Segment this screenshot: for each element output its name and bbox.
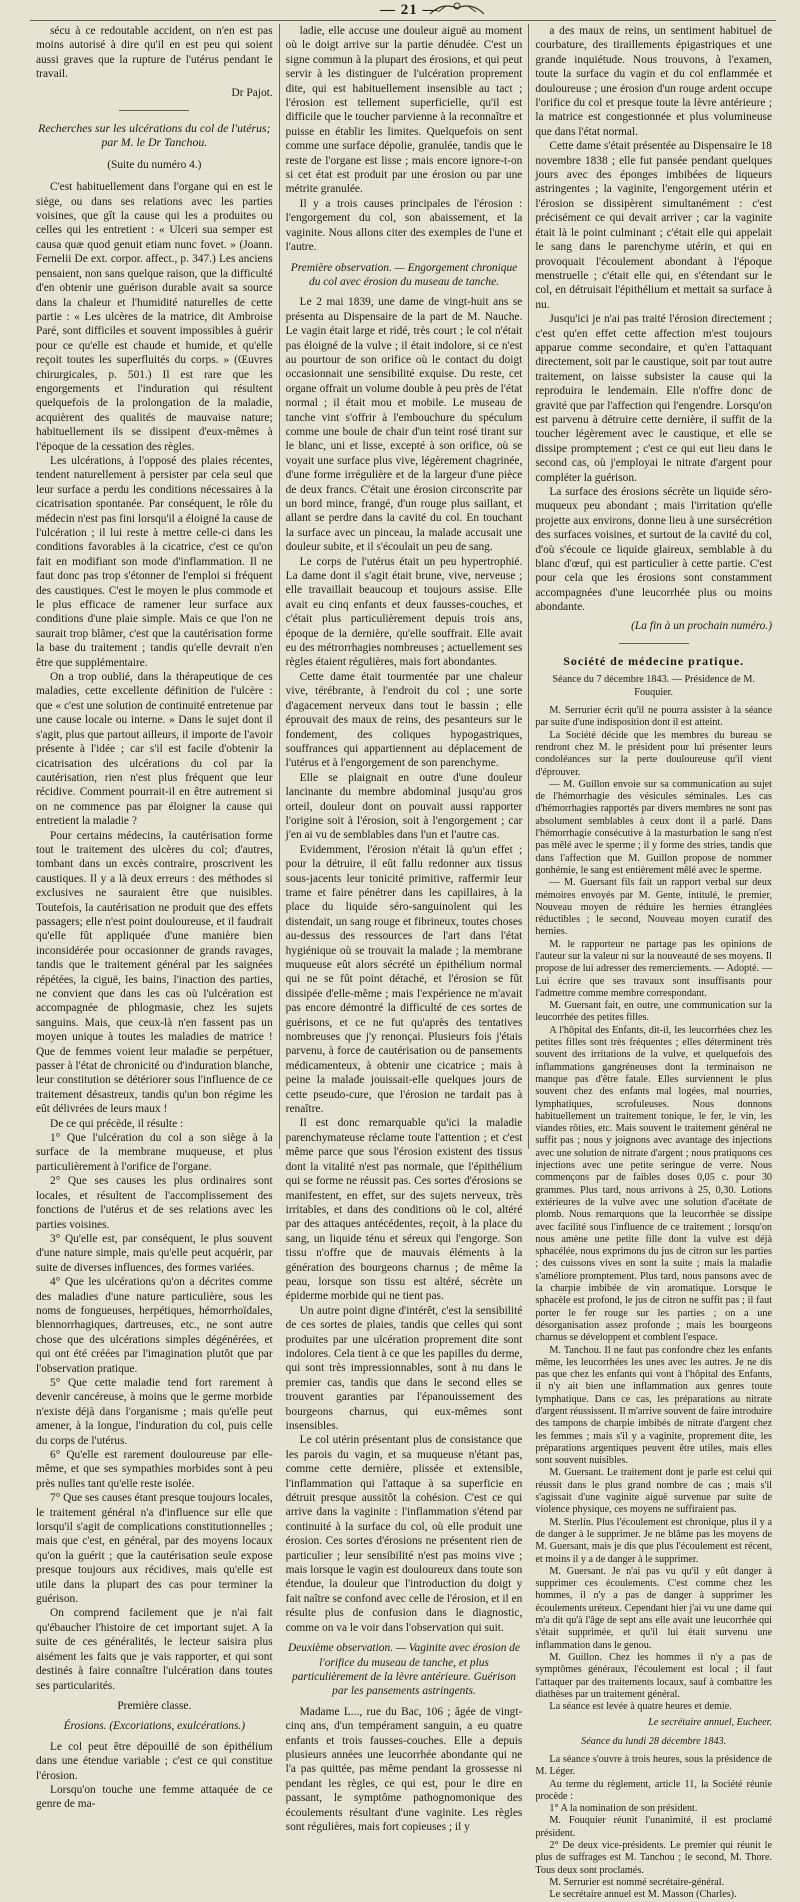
paragraph: Evidemment, l'érosion n'était là qu'un effet ; pour la détruire, il eût fallu redonner aux tissus sous-jacents leur tonicité primitive, raffermir leur trame et faire pénétrer dans les capillaires, à la place du liquide séro-sanguinolent qui les distendait, un sang rouge et fibrineux, toutes choses au-dessus des ressources de l'art dans l'état hygiénique où se trouvait la malade ; la membrane muqueuse eût alors sécrété un épithélium normal qui ne se fût point détaché, et l'érosion se fût dissipée d'elle-même ; mais l'expérience ne m'avait pas encore démontré la difficulté de ces sortes de guérisons, et ce ne fut qu'après des tentatives nombreuses que j'y renonçai. Plusieurs fois j'étais parvenu, à force de cautérisation ou de pansements médicamenteux, à obtenir une cicatrice ; mais à peine la malade jouissait-elle quelques jours de cette pseudo-cure, que l'érosion ne tardait pas à renaître. [285, 843, 523, 1116]
paragraph: 7° Que ses causes étant presque toujours locales, le traitement général n'a d'influence sur elle que lorsqu'il s'agit de complications constitutionnelles ; mais que c'est, en général, par des moyens locaux qu'on la guérit ; que la cautérisation seule expose presque toujours aux récidives, mais qu'elle est utile dans la plupart des cas pour terminer la guérison. [36, 1492, 273, 1606]
paragraph: M. Fouquier réunit l'unanimité, il est proclamé président. [535, 1815, 773, 1839]
paragraph: — M. Guillon envoie sur sa communication au sujet de l'hémorrhagie des vésicules séminales. Les cas d'hémorrhagies rapportés par divers membres ne sont pas absolument semblables à ceux dont il a parlé. Dans l'hémorrhagie consécutive à la masturbation le sang n'est pas mêlé avec le sperme ; il y forme des stries, tandis que dans l'affection que M. Guillon propose de nommer gonhémie, le sang est entièrement mêlé avec le sperme. [535, 778, 773, 876]
class-subtitle: Érosions. (Excoriations, exulcérations.) [63, 1720, 246, 1733]
class-title: Première classe. [117, 1699, 192, 1712]
seance-heading: Séance du 7 décembre 1843. — Présidence de M. Fouquier. [552, 674, 755, 698]
paragraph: M. Serrurier écrit qu'il ne pourra assister à la séance par suite d'une indisposition dont il est atteint. [535, 705, 773, 729]
paragraph: M. Tanchou. Il ne faut pas confondre chez les enfants même, les leucorrhées les unes avec les autres. Je ne dis pas que chez les enfants qui vont à l'hôpital des Enfants, il n'y ait bien une inflammation aux genres toute lymphatique. Dans ce cas, les préparations au nitrate d'argent réussissent. Il m'arrive souvent de faire introduire des tampons de charpie imbibés de nitrate d'argent chez les femmes ; mais s'il y a vaginite, proprement dite, les préparations argentiques peuvent être utiles, mais elles sont souvent nuisibles. [535, 1344, 773, 1467]
paragraph: On a trop oublié, dans la thérapeutique de ces maladies, cette excellente définition de l'ulcère : que « c'est une solution de continuité entretenue par une cause locale ou interne. » Dans le sujet dont il s'agit, plus que partout ailleurs, il importe de l'avoir présente à l'idée ; car s'il est facile d'obtenir la cicatrisation des ulcérations du col par la cautérisation, rien n'est plus fréquent que leur récidive. Comment pourrait-il en être autrement si on ne commence pas par éloigner la cause qui entretient la maladie ? [36, 671, 273, 828]
seance-heading: Séance du lundi 28 décembre 1843. [581, 1735, 727, 1747]
paragraph: La séance est levée à quatre heures et demie. [549, 1701, 732, 1713]
paragraph: M. Sterlin. Plus l'écoulement est chronique, plus il y a de danger à le supprimer. Je ne blâme pas les moyens de M. Guersant, mais je dis que plus l'écoulement est récent, et moins il y a de danger à le supprimer. [535, 1516, 773, 1565]
paragraph: M. le rapporteur ne partage pas les opinions de l'auteur sur la valeur ni sur la nouveauté de ses moyens. Il propose de lui adresser des remerciements. — Adopté. — Lui écrire que ses travaux sont insuffisants pour l'admettre comme membre correspondant. [535, 938, 773, 999]
paragraph: M. Guersant fait, en outre, une communication sur la leucorrhée des petites filles. [535, 1000, 773, 1024]
column-1 [30, 24, 279, 1811]
paragraph: On comprend facilement que je n'ai fait qu'ébaucher l'histoire de cet important sujet. A la suite de ces généralités, le lecteur saisira plus aisément les faits que je vais rapporter, et qui sont destinés à faire connaître l'ulcération dans toutes ses particularités. [36, 1607, 273, 1692]
paragraph: 6° Qu'elle est rarement douloureuse par elle-même, et que ses sympathies morbides sont à peu près nulles tant qu'elle reste isolée. [36, 1449, 273, 1490]
paragraph: ladie, elle accuse une douleur aiguë au moment où le doigt arrive sur la partie dénudée. C'est un signe commun à la plupart des érosions, et qui peut servir à les distinguer de l'ulcération proprement dite, qui est habituellement insensible au tact ; l'érosion est tellement superficielle, qu'il est difficile que le toucher parvienne à la reconnaître et puisse en établir les limites. Quelquefois on sent comme une surface dépolie, granulée, tandis que le reste de l'organe est lisse ; mais encore ignore-t-on si cet état est produit par une érosion ou par une métrite granulée. [285, 25, 523, 196]
paragraph: — M. Guersant fils fait un rapport verbal sur deux mémoires envoyés par M. Gente, intitulé, le premier, Nouveau moyen de réduire les hernies étranglées réductibles ; le second, Nouveau moyen curatif des hernies. [535, 877, 773, 938]
paragraph: Un autre point digne d'intérêt, c'est la sensibilité de ces sortes de plaies, tandis que celles qui sont produites par une ulcération proprement dite sont indolores. Cela tient à ce que les papilles du derme, qui sont très impressionnables, sont à nu dans le premier cas, tandis que dans le second elles se trouvent garanties par l'épanouissement des bourgeons charnus, qui eux-mêmes sont insensibles. [285, 1304, 523, 1432]
paragraph: Cette dame était tourmentée par une chaleur vive, térébrante, à l'endroit du col ; une sorte d'agacement nerveux dans tout le bassin ; elle éprouvait des maux de reins, des pesanteurs sur le fondement, des coliques hypogastriques, souffrances qui appartiennent au déplacement de l'utérus et à l'engorgement de son parenchyme. [285, 670, 523, 770]
paragraph: 4° Que les ulcérations qu'on a décrites comme des maladies d'une nature particulière, sous les noms de fongueuses, herpétiques, hémorrhoïdales, blennorrhagiques, dartreuses, etc., ne sont autre chose que des ulcérations simples dégénérées, et qui ont été créées par l'imagination plutôt que par l'observation pratique. [36, 1276, 273, 1375]
paragraph: A l'hôpital des Enfants, dit-il, les leucorrhées chez les petites filles sont très fréquentes ; elles déterminent très souvent des irritations de la vulve, et quelquefois des inflammations gangréneuses dont la terminaison ne manque pas d'être fatale. Elles surviennent le plus souvent chez des enfants mal logées, mal nourries, lymphatiques, scrofuleuses. Nous donnons habituellement un traitement tonique, le fer, le vin, les viandes rôties, etc. Mais souvent le traitement général ne suffit pas ; nous y joignons avec avantage des injections avec une solution de nitrate d'argent ; nous pratiquons ces injections avec une petite seringue de verre. Nous commençons par de faibles doses 0,05 c. pour 30 grammes. Plus tard, nous arrivons à 25, 0,30. Lotions extérieures de la vulve avec une solution d'acétate de plomb. Nous remarquons que la leucorrhée se dissipe avec facilité sous l'influence de ce traitement ; lorsqu'on nous amène une petite fille dont la vulve est déjà sphacélée, nous exprimons du jus de citron sur les parties ; des cuissons vives en sont la suite ; mais la maladie s'améliore promptement. Plus tard, nous pansons avec de la charpie imbibée de vin aromatique. Lorsque le sphacèle est profond, le jus de citron ne suffit pas ; il faut porter le fer rouge sur les parties ; on a une désorganisation assez profonde ; mais les bourgeons charnus se développent et comblent l'espace. [535, 1024, 773, 1344]
article-title: Recherches sur les ulcérations du col de l'utérus; par M. le Dr Tanchou. [38, 121, 271, 150]
to-be-continued: (La fin à un prochain numéro.) [631, 619, 773, 632]
paragraph: M. Guersant. Je n'ai pas vu qu'il y eût danger à supprimer ces écoulements. C'est comme chez les hommes, il n'y a pas de danger à supprimer les écoulements uréteux. Cependant hier j'ai vu une dame qui m'a dit qu'à l'âge de sept ans elle avait une leucorrhée qui s'était supprimée, et qu'il lui était survenu une inflammation dans le genou. [535, 1565, 773, 1651]
paragraph: La séance s'ouvre à trois heures, sous la présidence de M. Léger. [535, 1754, 773, 1778]
paragraph: Jusqu'ici je n'ai pas traité l'érosion directement ; c'est qu'en effet cette affection m'est toujours apparue comme secondaire, et qu'en l'attaquant directement, soit par le caustique, soit par tout autre traitement, on laisse subsister la cause qui la reproduira le lendemain. Elle n'offre donc de gravité que par l'affection qui l'engendre. Lorsqu'on est parvenu à détruire cette dernière, il suffit de la toucher légèrement avec le caustique, et elle se dissipe promptement ; c'est ce qui eut lieu dans le second cas, où j'employai le nitrate d'argent pour compléter la guérison. [535, 313, 773, 484]
paragraph: Le 2 mai 1839, une dame de vingt-huit ans se présenta au Dispensaire de la part de M. Nauche. Le vagin était large et ridé, très court ; le col n'était pas éloigné de la vulve ; il était indolore, si ce n'est au pourtour de son orifice où le contact du doigt occasionnait une sensibilité exquise. Du reste, cet organe offrait un volume double à peu près de l'état normal ; il était mou et mobile. Le museau de tanche vint s'offrir à l'embouchure du spéculum comme une boule de chair d'un teint rosé tirant sur le blanc, uni et lisse, excepté à son orifice, où se voyait une surface plus vive, légèrement chagrinée, d'une forme irrégulière et de la largeur d'une pièce de deux francs. C'était une érosion circonscrite par un bord mince, frangé, d'un rouge plus saillant, et allant se perdre dans la cavité du col. En touchant la surface avec un pinceau, la malade accusait une douleur subite, et il s'écoulait un peu de sang. [285, 296, 523, 554]
paragraph: Au terme du règlement, article 11, la Société réunie procède : [535, 1778, 773, 1802]
paragraph: La surface des érosions sécrète un liquide séro-muqueux peu abondant ; mais l'irritation qu'elle projette aux environs, donne lieu à une sursécrétion des surfaces voisines, et surtout de la cavité du col, d'où s'écoule ce liquide glaireux, semblable à du blanc d'œuf, qui est particulier à cette partie. C'est pour cela que les érosions sont constamment accompagnées d'une leucorrhée plus ou moins abondante. [535, 486, 773, 614]
intro-paragraph: sécu à ce redoutable accident, on n'en est pas moins autorisé à dire qu'il en est peu qui soient aussi graves que la rupture de l'utérus pendant le travail. [36, 25, 273, 81]
page-number: — 21 — [380, 2, 439, 18]
paragraph: C'est habituellement dans l'organe qui en est le siège, ou dans ses relations avec les parties voisines, que gît la cause qui les a produites ou celles qui les entretient : « Ulceri sua semper est causa quæ quod genuit etiam nunc fovet. » (Joann. Fernelii De ext. corpor. affect., p. 347.) Les anciens pensaient, non sans quelque raison, que la difficulté d'en obtenir une guérison durable avait sa source dans la chaleur et l'humidité naturelles de cette partie : « Les ulcères de la matrice, dit Ambroise Paré, sont difficiles et souvent impossibles à guérir pour ce qu'elle est chaude et humide, et qu'elle reçoit toutes les superfluités du corps. » (Œuvres chirurgicales, p. 501.) Il est rare que les engorgements et l'induration qui résultent quelquefois de la prolongation de la maladie, acquièrent des qualités de mauvaise nature; habituellement ils se dissipent d'eux-mêmes à l'époque de la cessation des règles. [36, 181, 273, 453]
paragraph: Madame L..., rue du Bac, 106 ; âgée de vingt-cinq ans, d'un tempérament sanguin, a eu quatre enfants et trois fausses-couches. Elle a depuis plusieurs années une leucorrhée abondante qui ne l'a pas quittée, pas même pendant la grossesse ni pendant les règles, ce qui est, pour le dire en passant, le symptôme pathognomonique des écoulements résultant d'une vaginite. Les règles sont régulières, mais fort copieuses ; il y [285, 1705, 523, 1833]
paragraph: Elle se plaignait en outre d'une douleur lancinante du membre abdominal jusqu'au gros orteil, douleur dont on pouvait aussi rapporter l'origine soit à l'érosion, soit à l'engorgement ; car j'en ai vu de semblables dans l'un et l'autre cas. [285, 771, 523, 842]
page-header [0, 0, 800, 22]
paragraph: M. Guersant. Le traitement dont je parle est celui qui réussit dans le plus grand nombre de cas ; mais s'il s'agissait d'une vaginite aiguë survenue par suite de violence physique, ces moyens ne suffiraient pas. [535, 1467, 773, 1516]
secretary-signature: Le secrétaire annuel, Eucheer. [648, 1717, 773, 1729]
header-rule [30, 20, 776, 21]
paragraph: Il y a trois causes principales de l'érosion : l'engorgement du col, son abaissement, et la vaginite. Nous allons citer des exemples de l'une et l'autre. [285, 197, 523, 254]
column-3 [529, 24, 778, 1901]
paragraph: Lorsqu'on touche une femme attaquée de ce genre de ma- [36, 1783, 273, 1811]
observation-title: Première observation. — Engorgement chronique du col avec érosion du museau de tanche. [290, 261, 518, 288]
intro-signature: Dr Pajot. [231, 86, 273, 99]
paragraph: 2° Que ses causes les plus ordinaires sont locales, et résultent de l'accomplissement des fonctions de l'utérus et de ses relations avec les parties voisines. [36, 1175, 273, 1231]
paragraph: De ce qui précède, il résulte : [50, 1117, 184, 1130]
paragraph: Les ulcérations, à l'opposé des plaies récentes, tendent naturellement à persister par cela seul que leur surface a perdu les conditions nécessaires à la cicatrisation spontanée. Par conséquent, le rôle du médecin n'est pas fini lorsqu'il a éloigné la cause de l'ulcération ; il lui reste à mettre celle-ci dans les conditions favorables à la cicatrice, c'est ce qu'on fait en modifiant son mode d'inflammation. Il ne faut donc pas trop s'étonner de l'emploi si fréquent des caustiques. C'est le moyen le plus commode et le plus efficace de ramener leur surface aux conditions d'une plaie simple. Mais ce que l'on ne saurait trop blâmer, c'est que la cautérisation forme la base du traitement ; tandis qu'elle devrait n'en être que supplémentaire. [36, 454, 273, 669]
divider [619, 643, 689, 644]
paragraph: 3° Qu'elle est, par conséquent, le plus souvent d'une nature simple, mais qu'elle peut acquérir, par suite de diverses influences, des formes variées. [36, 1232, 273, 1274]
column-2 [280, 24, 529, 1833]
paragraph: Le secrétaire annuel est M. Masson (Charles). [549, 1889, 737, 1901]
paragraph: M. Serrurier est nommé secrétaire-général. [549, 1876, 725, 1888]
paragraph: 5° Que cette maladie tend fort rarement à devenir cancéreuse, à moins que le germe morbide n'existe déjà dans l'organisme ; mais qu'elle peut amener, à la longue, l'induration du col, puis celle du corps de l'utérus. [36, 1376, 273, 1447]
society-title: Société de médecine pratique. [563, 654, 745, 669]
paragraph: M. Guillon. Chez les hommes il n'y a pas de symptômes généraux, l'écoulement est local ; il faut l'attaquer par des traitements locaux, sauf à combattre les diathèses par un traitement général. [535, 1651, 773, 1700]
paragraph: 1° Que l'ulcération du col a son siège à la surface de la membrane muqueuse, et plus particulièrement à l'orifice de l'organe. [36, 1132, 273, 1173]
paragraph: Cette dame s'était présentée au Dispensaire le 18 novembre 1838 ; elle fut pansée pendant quelques jours avec des éponges imbibées de liqueurs astringentes ; la vaginite, l'engorgement utérin et l'érosion se dissipèrent simultanément : c'est précisément ce qui devait arriver ; car la vaginite était là le point culminant ; c'était elle qui appelait le sang dans le parenchyme utérin, et qui en provoquait l'écoulement abondant à l'époque menstruelle ; c'était elle qui, en s'étendant sur le col, en détruisait l'épithélium et mettait sa surface à nu. [535, 140, 773, 311]
paragraph: 1° A la nomination de son président. [549, 1803, 698, 1815]
paragraph: Pour certains médecins, la cautérisation forme tout le traitement des ulcères du col; d'autres, tombant dans un excès contraire, proscrivent les caustiques. Il y a là deux erreurs : des méthodes si exclusives ne sauraient être que nuisibles. Toutefois, la cautérisation ne produit que des effets passagers; elle n'est point douloureuse, et il faudrait qu'elle fût appliquée d'une manière bien inconsidérée pour occasionner de grands ravages, tandis que le traitement général par les saignées répétées, la ciguë, les bains, l'inaction des parties, ne convient que dans les cas où l'ulcération est accompagnée de phlogmasie, chez les sujets sanguins. Mais, que ceux-là n'en fassent pas un moyen unique à toutes les maladies de matrice ! Que de femmes voient leur maladie se perpétuer, passer à l'état de chronicité ou d'induration blanche, leur constitution se détériorer sous l'influence de ce traitement désastreux, tandis qu'un bon régime les eût délivrées de leurs maux ! [36, 829, 273, 1116]
paragraph: Le corps de l'utérus était un peu hypertrophié. La dame dont il s'agit était brune, vive, nerveuse ; elle travaillait beaucoup et toujours assise. Elle avait eu cinq enfants et deux fausses-couches, et c'était plus particulièrement depuis trois ans, époque de la dernière, qu'elle souffrait. Elle avait eu des métrorrhagies nombreuses ; actuellement ses règles étaient régulières, mais fort abondantes. [285, 555, 523, 669]
paragraph: Le col peut être dépouillé de son épithélium dans une étendue variable ; c'est ce qui constitue l'érosion. [36, 1740, 273, 1782]
paragraph: La Société décide que les membres du bureau se rendront chez M. le président pour lui présenter leurs condoléances sur la perte douloureuse qu'il vient d'éprouver. [535, 729, 773, 778]
paragraph: a des maux de reins, un sentiment habituel de courbature, des tiraillements épigastriques et une grande inquiétude. Nous trouvons, à l'examen, toute la surface du vagin et du col enflammée et douloureuse ; une érosion d'un rouge ardent occupe l'orifice du col et presque toute la lèvre antérieure ; la matrice est congestionnée et plus volumineuse que dans l'état normal. [535, 25, 773, 138]
paragraph: 2° De deux vice-présidents. Le premier qui réunit le plus de suffrages est M. Tanchou ; le second, M. Thore. Tous deux sont proclamés. [535, 1840, 773, 1876]
paragraph: Le col utérin présentant plus de consistance que les parois du vagin, et sa muqueuse n'étant pas, comme cette dernière, plissée et extensible, l'inflammation qui l'attaque à sa superficie en détruit presque aussitôt la cohésion. C'est ce qui arrive dans la vaginite : l'inflammation s'étend par continuité à la surface du col, où elle produit une érosion. Ces sortes d'érosions ne présentent rien de particulier ; leur sensibilité n'est pas moins vive ; mais lorsque le vagin est douloureux dans toute son étendue, la douleur que l'introduction du doigt y fait naître se confond avec celle de l'érosion, et il en résulte plus de confusion dans le diagnostic, comme on va le voir dans l'observation qui suit. [285, 1434, 523, 1634]
columns [30, 24, 778, 1901]
paragraph: Il est donc remarquable qu'ici la maladie parenchymateuse réclame toute l'attention ; et c'est même parce que sous l'érosion existent des tissus dont la vitalité n'est pas normale, que l'épithélium qui se forme ne réussit pas. Ces sortes d'érosions se manifestent, en effet, sur des sujets nerveux, très irritables, et dans des conditions où le col, altéré par des attaques antécédentes, reçoit, à la place du sang, un liquide ténu et séreux qui l'engorge. Son tissu n'offre que de mauvais éléments à la génération des bourgeons charnus ; de même la peau, lorsque son tissu est altéré, sécrète un épiderme morbide qui ne tient pas. [285, 1117, 523, 1303]
observation-title: Deuxième observation. — Vaginite avec érosion de l'orifice du museau de tanche, et plus particulièrement de la lèvre antérieure. Guérison par les pansements astringents. [287, 1642, 521, 1698]
divider [119, 110, 189, 111]
ornament-icon [428, 0, 486, 16]
article-subtitle: (Suite du numéro 4.) [107, 158, 202, 171]
